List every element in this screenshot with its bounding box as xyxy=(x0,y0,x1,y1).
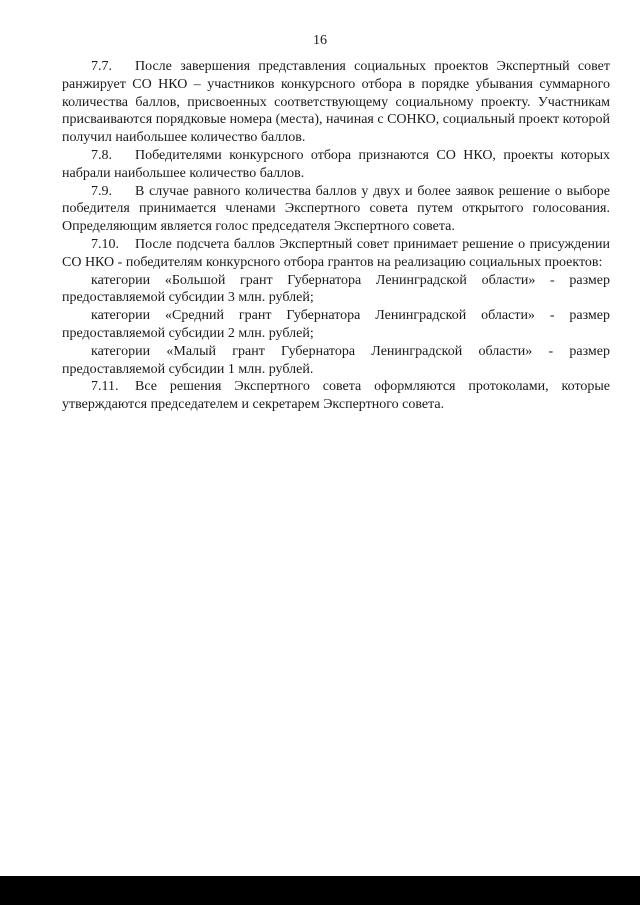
paragraph-text: В случае равного количества баллов у двух и более заявок решение о выборе победителя принимается членами Экспертного совета путем открытого голосования. Определяющим является голос председателя Экспертного совета. xyxy=(62,183,610,235)
clause-number: 7.9. xyxy=(91,183,112,199)
paragraph-7-10 xyxy=(62,236,610,272)
document-body xyxy=(62,58,610,414)
paragraph-7-8 xyxy=(62,147,610,183)
paragraph-7-11 xyxy=(62,378,610,414)
clause-number: 7.7. xyxy=(91,59,112,74)
grant-category-medium xyxy=(62,307,610,343)
paragraph-text: категории «Большой грант Губернатора Ленинградской области» - размер предоставляемой субсидии 3 млн. рублей; xyxy=(62,272,610,306)
paragraph-7-9 xyxy=(62,183,610,236)
scan-bottom-edge xyxy=(0,876,640,905)
paragraph-text: После завершения представления социальных проектов Экспертный совет ранжирует СО НКО – участников конкурсного отбора в порядке убывания суммарного количества баллов, присвоенных соответствующему социальному проекту. Участникам присваиваются порядковые номера (места), начиная с СОНКО, социальный проект которой получил наибольшее количество баллов. xyxy=(62,59,610,146)
paragraph-text: После подсчета баллов Экспертный совет принимает решение о присуждении СО НКО - победителям конкурсного отбора грантов на реализацию социальных проектов: xyxy=(62,236,610,270)
grant-category-large xyxy=(62,272,610,308)
grant-category-small xyxy=(62,343,610,379)
page-number: 16 xyxy=(313,33,327,48)
clause-number: 7.11. xyxy=(91,379,119,395)
paragraph-7-7 xyxy=(62,58,610,147)
clause-number: 7.10. xyxy=(91,236,119,252)
paragraph-text: Победителями конкурсного отбора признаются СО НКО, проекты которых набрали наибольшее количество баллов. xyxy=(62,147,610,181)
paragraph-text: категории «Средний грант Губернатора Ленинградской области» - размер предоставляемой субсидии 2 млн. рублей; xyxy=(62,308,610,341)
paragraph-text: категории «Малый грант Губернатора Ленинградской области» - размер предоставляемой субсидии 1 млн. рублей. xyxy=(62,343,610,377)
paragraph-text: Все решения Экспертного совета оформляются протоколами, которые утверждаются председателем и секретарем Экспертного совета. xyxy=(62,379,610,413)
clause-number: 7.8. xyxy=(91,147,112,163)
